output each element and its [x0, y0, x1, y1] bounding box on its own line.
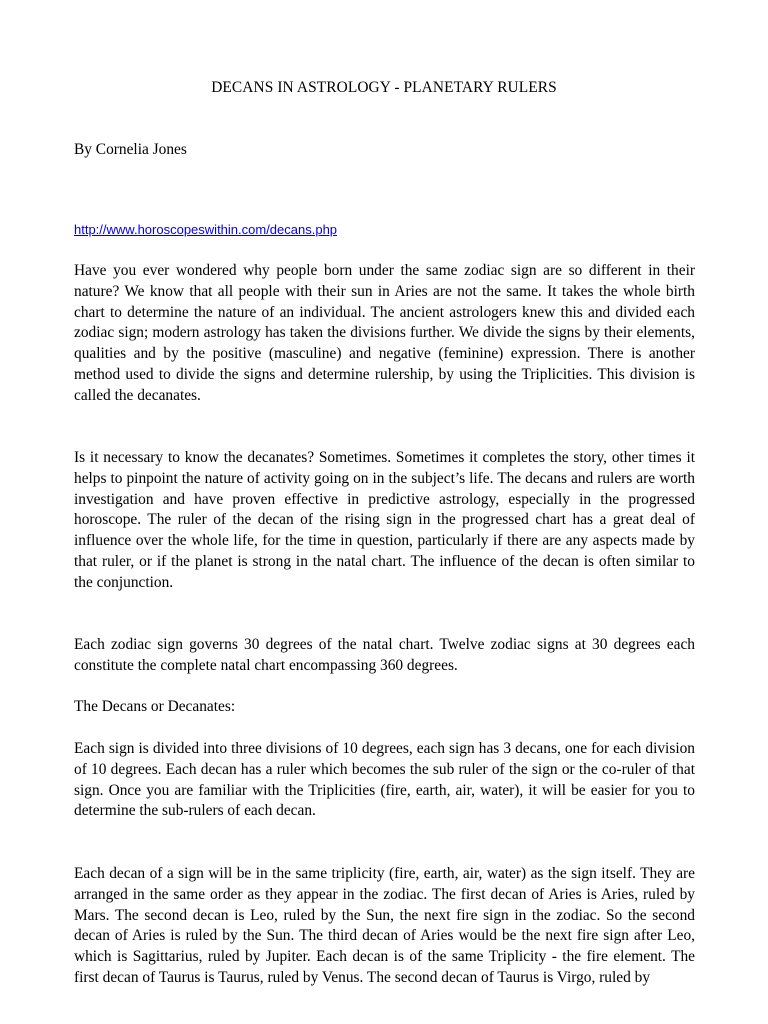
document-title: DECANS IN ASTROLOGY - PLANETARY RULERS	[211, 79, 557, 96]
paragraph-necessity: Is it necessary to know the decanates? Sometimes. Sometimes it completes the story, other times it helps to pinpoint the nature of activity going on in the subject’s life. The decans and rulers are worth investigation and have proven effective in predictive astrology, especially in the progressed horoscope. The ruler of the decan of the rising sign in the progressed chart has a great deal of influence over the whole life, for the time in question, particularly if there are any aspects made by that ruler, or if the planet is strong in the natal chart. The influence of the decan is often similar to the conjunction.	[74, 449, 695, 591]
paragraph-degrees: Each zodiac sign governs 30 degrees of the natal chart. Twelve zodiac signs at 30 degrees each constitute the complete natal chart encompassing 360 degrees.	[74, 636, 695, 674]
author-byline: By Cornelia Jones	[74, 141, 187, 158]
section-heading-decans: The Decans or Decanates:	[74, 698, 236, 715]
paragraph-intro: Have you ever wondered why people born under the same zodiac sign are so different in their nature? We know that all people with their sun in Aries are not the same. It takes the whole birth chart to determine the nature of an individual. The ancient astrologers knew this and divided each zodiac sign; modern astrology has taken the divisions further. We divide the signs by their elements, qualities and by the positive (masculine) and negative (feminine) expression. There is another method used to divide the signs and determine rulership, by using the Triplicities. This division is called the decanates.	[74, 262, 695, 404]
paragraph-triplicity: Each decan of a sign will be in the same triplicity (fire, earth, air, water) as the sign itself. They are arranged in the same order as they appear in the zodiac. The first decan of Aries is Aries, ruled by Mars. The second decan is Leo, ruled by the Sun, the next fire sign in the zodiac. So the second decan of Aries is ruled by the Sun. The third decan of Aries would be the next fire sign after Leo, which is Sagittarius, ruled by Jupiter. Each decan is of the same Triplicity - the fire element. The first decan of Taurus is Taurus, ruled by Venus. The second decan of Taurus is Virgo, ruled by	[74, 865, 695, 986]
paragraph-divisions: Each sign is divided into three divisions of 10 degrees, each sign has 3 decans, one for each division of 10 degrees. Each decan has a ruler which becomes the sub ruler of the sign or the co-ruler of that sign. Once you are familiar with the Triplicities (fire, earth, air, water), it will be easier for you to determine the sub-rulers of each decan.	[74, 740, 695, 820]
source-link[interactable]: http://www.horoscopeswithin.com/decans.php	[74, 222, 338, 237]
